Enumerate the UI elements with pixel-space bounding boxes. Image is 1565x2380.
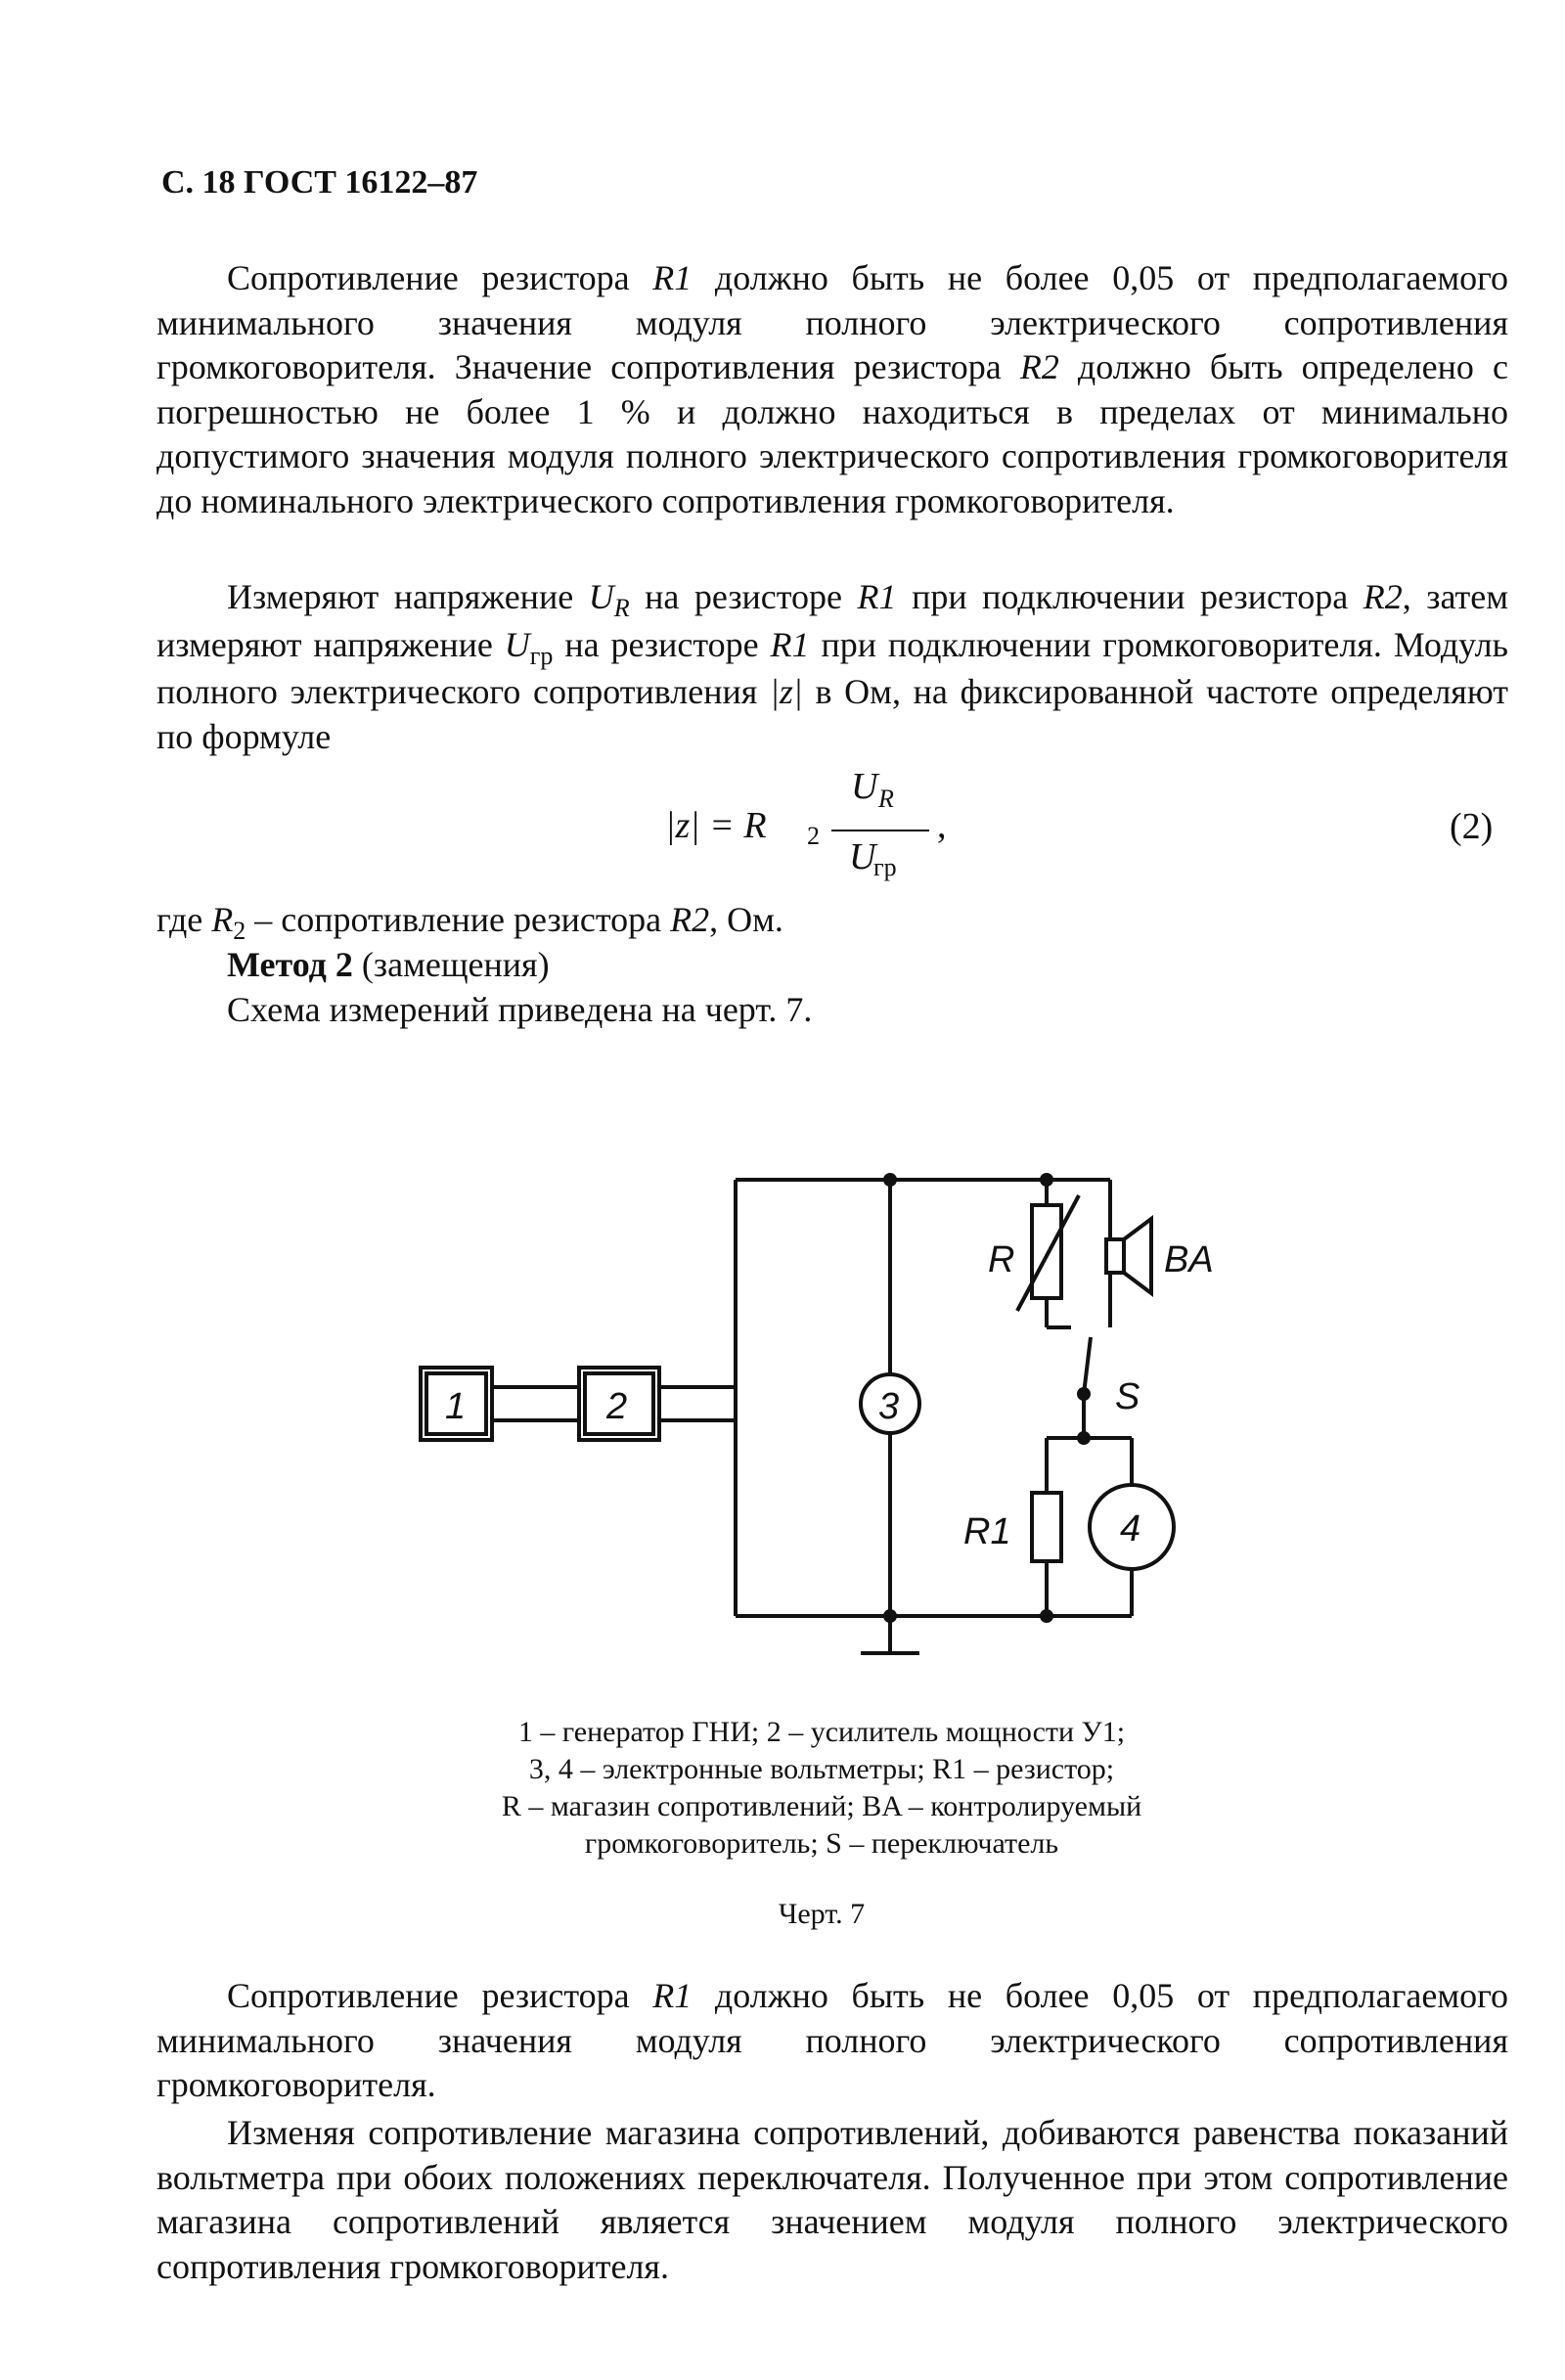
caption-line-4: громкоговоритель; S – переключатель <box>584 1827 1059 1860</box>
equation-number: (2) <box>1450 806 1494 847</box>
paragraph-1: Сопротивление резистора R1 должно быть не более 0,05 от предполагаемого минимального значения модуля полного электрического сопротивления громкоговорителя. Значение сопротивления резистора R2 должно быть определено с погрешностью не более 1 % и должно находиться в пределах от минимально допустимого значения модуля полного электрического сопротивления громкоговорителя до номинального электрического сопротивления громкоговорителя. <box>156 258 1508 520</box>
paragraph-4: Изменяя сопротивление магазина сопротивлений, добиваются равенства показаний вольтметра при обоих положениях переключателя. Полученное при этом сопротивление магазина сопротивлений является значением модуля полного электрического сопротивления громкоговорителя. <box>156 2113 1508 2286</box>
caption-line-2: 3, 4 – электронные вольтметры; R1 – резистор; <box>528 1753 1115 1785</box>
block-1-label: 1 <box>445 1386 467 1427</box>
r1-symbol: R1 <box>652 258 693 297</box>
resistance-box-r <box>1032 1205 1061 1298</box>
r-label: R <box>988 1239 1015 1280</box>
switch-label: S <box>1115 1376 1140 1417</box>
method-title: Метод 2 (замещения) <box>227 945 550 984</box>
figure-label: Черт. 7 <box>778 1898 866 1930</box>
r1-label: R1 <box>963 1511 1011 1552</box>
paragraph-2: Измеряют напряжение $U_R$ на резисторе R1 при подключении резистора R2, затем измеряют напряжение $U_{гр}$ на резисторе R1 при подключении громкоговорителя. Модуль полного электрического сопротивления |z| в Ом, на фиксированной частоте определяют по формуле <box>156 577 1508 756</box>
scheme-reference: Схема измерений приведена на черт. 7. <box>227 990 813 1029</box>
paragraph-3: Сопротивление резистора R1 должно быть не более 0,05 от предполагаемого минимального значения модуля полного электрического сопротивления громкоговорителя. <box>156 1976 1508 2104</box>
caption-line-3: R – магазин сопротивлений; BA – контролируемый <box>501 1790 1142 1822</box>
meter-4-label: 4 <box>1120 1508 1141 1549</box>
speaker-icon <box>1106 1239 1124 1273</box>
resistor-r1 <box>1032 1493 1061 1561</box>
block-2-label: 2 <box>606 1386 628 1427</box>
page-header: С. 18 ГОСТ 16122–87 <box>161 164 478 201</box>
formula-2: |z| = R 2 U R U гр , <box>665 766 947 881</box>
speaker-label: BA <box>1164 1239 1214 1280</box>
where-line: где $R_2$ – сопротивление резистора R2, Ом. <box>156 900 783 945</box>
meter-3-label: 3 <box>878 1386 900 1427</box>
caption-line-1: 1 – генератор ГНИ; 2 – усилитель мощности У1; <box>517 1716 1126 1748</box>
r2-symbol: R2 <box>1019 347 1059 386</box>
